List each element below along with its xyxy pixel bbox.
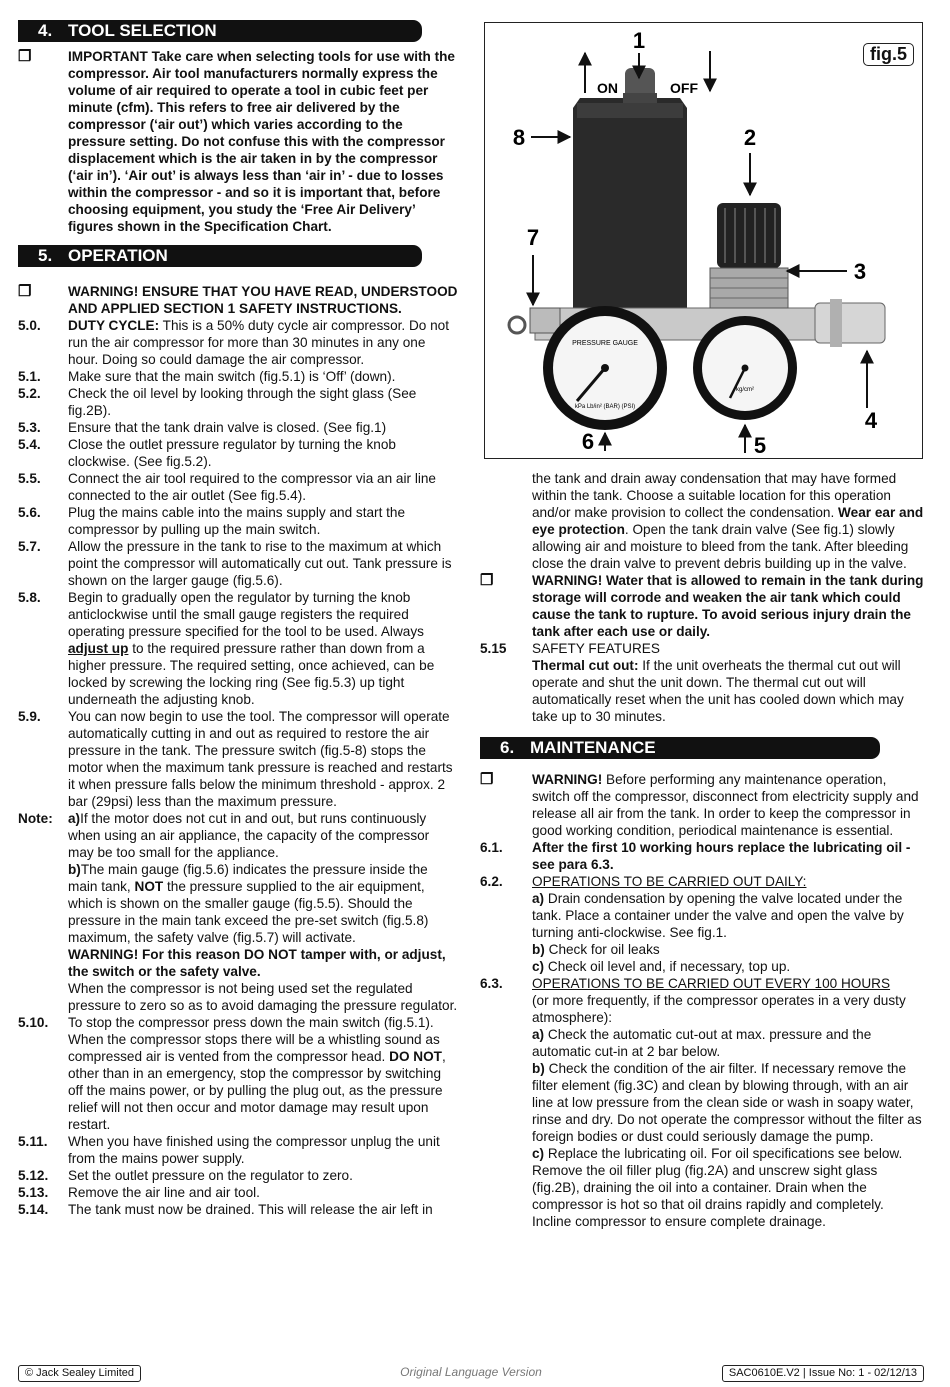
pressure-switch-regulator-illustration — [485, 23, 922, 458]
100-hours-operations-title: OPERATIONS TO BE CARRIED OUT EVERY 100 HOURS — [532, 976, 891, 991]
left-column — [18, 20, 458, 1218]
section-title: OPERATION — [68, 246, 168, 265]
item-5-13 — [18, 1184, 458, 1201]
sub-intro: (or more frequently, if the compressor operates in a very dusty atmosphere): — [532, 993, 906, 1025]
section-title: TOOL SELECTION — [68, 21, 217, 40]
item-5-10 — [18, 1014, 458, 1133]
item-text: Connect the air tool required to the compressor via an air line connected to the air outlet (See fig.5.4). — [68, 471, 436, 503]
item-6-2 — [480, 873, 924, 975]
warning-label: WARNING! — [532, 772, 603, 787]
note-b-text: The main gauge (fig.5.6) indicates the pressure inside the main tank, — [68, 862, 428, 894]
note-b-text-2: the pressure supplied to the air equipment, which is shown on the smaller gauge (fig.5.5). Should the pressure in the main tank exceed the pre-set switch (fig.5.8) maximum, the safety valve (fig.5.7) will activate. — [68, 879, 429, 945]
maintenance-warning — [480, 771, 924, 839]
note-b-key: b) — [68, 862, 81, 877]
item-text: Make sure that the main switch (fig.5.1) is ‘Off’ (down). — [68, 369, 396, 384]
item-5-1 — [18, 368, 458, 385]
checkbox-bullet-icon: ❐ — [480, 771, 494, 788]
operation-warning — [18, 283, 458, 317]
callout-3: 3 — [853, 259, 867, 284]
item-number: 5.4. — [18, 437, 41, 452]
air-outlet-coupler — [815, 303, 885, 343]
storage-warning — [480, 572, 924, 640]
note-label: Note: — [18, 811, 53, 826]
section-number: 5. — [38, 246, 53, 265]
item-text-2: . Open the tank drain valve (See fig.1) slowly allowing air and moisture to bleed from the tank. After bleeding close the drain valve to prevent debris building up in the valve. — [532, 522, 909, 571]
not-emphasis: NOT — [134, 879, 164, 894]
note-warning: WARNING! For this reason DO NOT tamper with, or adjust, the switch or the safety valve. — [68, 947, 446, 979]
item-number: 6.1. — [480, 840, 503, 855]
callout-1: 1 — [632, 28, 646, 53]
section-title: MAINTENANCE — [530, 738, 656, 757]
sub-key: a) — [532, 891, 545, 906]
item-number: 5.12. — [18, 1168, 49, 1183]
off-label: OFF — [670, 80, 698, 96]
item-text-2: , other than in an emergency, stop the compressor by switching off the mains power, or by pulling the plug out, as the pressure relief will not then occur and motor damage may result upon restart. — [68, 1049, 446, 1132]
footer-document-code: SAC0610E.V2 | Issue No: 1 - 02/12/13 — [722, 1365, 924, 1382]
section-4-header — [18, 20, 422, 42]
callout-2: 2 — [743, 125, 757, 150]
item-5-7 — [18, 538, 458, 589]
item-5-5 — [18, 470, 458, 504]
item-number: 6.2. — [480, 874, 503, 889]
item-text: to the required pressure rather than down from a higher pressure. The required setting, once achieved, can be locked by screwing the locking ring (See fig.5.3) up tight underneath the adjusting knob. — [68, 641, 435, 707]
item-number: 6.3. — [480, 976, 503, 991]
do-not-emphasis: DO NOT — [389, 1049, 442, 1064]
checkbox-bullet-icon: ❐ — [18, 283, 32, 300]
sub-text: Check oil level and, if necessary, top up. — [547, 959, 791, 974]
item-number: 5.15 — [480, 641, 507, 656]
item-number: 5.6. — [18, 505, 41, 520]
sub-key: a) — [532, 1027, 545, 1042]
item-number: 5.13. — [18, 1185, 49, 1200]
item-text: You can now begin to use the tool. The compressor will operate automatically cutting in and out as required to restore the air pressure in the tank. The pressure switch (fig.5-8) stops the motor when the maximum tank pressure is reached and restarts it when pressure falls below the minimum threshold - approx. 2 bar (29psi) less than the maximum pressure. — [68, 709, 453, 809]
callout-5: 5 — [753, 433, 767, 458]
item-text: To stop the compressor press down the main switch (fig.5.1). When the compressor stops there will be a whistling sound as compressed air is vented from the compressor head. — [68, 1015, 440, 1064]
item-5-15 — [480, 640, 924, 725]
item-number: 5.11. — [18, 1134, 48, 1149]
item-text: When you have finished using the compressor unplug the unit from the mains power supply. — [68, 1134, 440, 1166]
regulator-knob — [717, 203, 781, 268]
item-number: 5.5. — [18, 471, 41, 486]
section-number: 6. — [500, 738, 515, 757]
section-6-header — [480, 737, 880, 759]
section-number: 4. — [38, 21, 53, 40]
item-5-6 — [18, 504, 458, 538]
item-text: the tank and drain away condensation that may have formed within the tank. Choose a suitable location for this operation and/or make provision to collect the condensation. — [532, 471, 897, 520]
note-after-text: When the compressor is not being used set the regulated pressure to zero so as to avoid damaging the pressure regulator. — [68, 981, 458, 1013]
gauge-units: kPa Lb/in² (BAR) (PSI) — [574, 404, 636, 410]
sub-key: b) — [532, 1061, 545, 1076]
item-5-4 — [18, 436, 458, 470]
note-a-text: If the motor does not cut in and out, but runs continuously when using an air appliance, the capacity of the compressor may be too small for the appliance. — [68, 811, 430, 860]
item-5-0 — [18, 317, 458, 368]
item-number: 5.8. — [18, 590, 41, 605]
callout-4: 4 — [864, 408, 878, 433]
item-text: Set the outlet pressure on the regulator to zero. — [68, 1168, 353, 1183]
item-number: 5.7. — [18, 539, 41, 554]
figure-label: fig.5 — [863, 43, 914, 66]
item-text: Allow the pressure in the tank to rise to the maximum at which point the compressor will automatically cut out. Tank pressure is shown on the larger gauge (fig.5.6). — [68, 539, 452, 588]
item-5-2 — [18, 385, 458, 419]
page-footer — [18, 1364, 924, 1382]
item-5-3 — [18, 419, 458, 436]
item-number: 5.14. — [18, 1202, 49, 1217]
on-label: ON — [597, 80, 618, 96]
right-column — [480, 470, 924, 1230]
warning-text: WARNING! Water that is allowed to remain in the tank during storage will corrode and weaken the air tank which could cause the tank to rupture. To avoid serious injury drain the tank after each use or daily. — [532, 573, 924, 639]
sub-key: c) — [532, 959, 545, 974]
figure-5 — [484, 22, 923, 459]
duty-cycle-label: DUTY CYCLE: — [68, 318, 160, 333]
item-text: After the first 10 working hours replace the lubricating oil - see para 6.3. — [532, 840, 911, 872]
item-number: 5.3. — [18, 420, 41, 435]
item-text: Plug the mains cable into the mains supply and start the compressor by pulling up the main switch. — [68, 505, 406, 537]
item-6-1 — [480, 839, 924, 873]
item-number: 5.9. — [18, 709, 41, 724]
item-number: 5.1. — [18, 369, 41, 384]
item-text: This is a 50% duty cycle air compressor. Do not run the air compressor for more than 30 minutes in any one hour. Doing so could damage the air compressor. — [68, 318, 450, 367]
item-5-9 — [18, 708, 458, 810]
item-number: 5.10. — [18, 1015, 49, 1030]
tool-selection-paragraph — [18, 48, 458, 235]
sub-text: Check for oil leaks — [548, 942, 660, 957]
callout-7: 7 — [526, 225, 540, 250]
tool-selection-text: IMPORTANT Take care when selecting tools for use with the compressor. Air tool manufacturers normally express the volume of air required to operate a tool in cubic feet per minute (cfm). This refers to free air delivered by the compressor (‘air out’) which varies according to the pressure setting. Do not confuse this with the compressor displacement which is the air taken in by the compressor (‘air in’). ‘Air out’ is always less than ‘air in’ - due to losses within the compressor - and so it is important that, before choosing equipment, you study the ‘Free Air Delivery’ figures shown in the Specification Chart. — [68, 49, 455, 234]
item-text: Remove the air line and air tool. — [68, 1185, 260, 1200]
item-text: Begin to gradually open the regulator by turning the knob anticlockwise until the small gauge registers the required operating pressure specified for the tool to be used. Always — [68, 590, 424, 639]
note-a-key: a) — [68, 811, 81, 826]
item-text: Ensure that the tank drain valve is closed. (See fig.1) — [68, 420, 387, 435]
warning-text: Before performing any maintenance operation, switch off the compressor, disconnect from electricity supply and release all air from the tank. In order to keep the compressor in good working condition, periodical maintenance is essential. — [532, 772, 919, 838]
item-text: Close the outlet pressure regulator by turning the knob clockwise. (See fig.5.2). — [68, 437, 396, 469]
checkbox-bullet-icon: ❐ — [480, 572, 494, 589]
section-5-header — [18, 245, 422, 267]
item-number: 5.0. — [18, 318, 41, 333]
footer-language-note: Original Language Version — [400, 1365, 542, 1379]
sub-key: c) — [532, 1146, 545, 1161]
item-text: The tank must now be drained. This will release the air left in — [68, 1202, 433, 1217]
item-5-14-continued — [480, 470, 924, 572]
note — [18, 810, 458, 1014]
daily-operations-title: OPERATIONS TO BE CARRIED OUT DAILY: — [532, 874, 807, 889]
item-text: If the unit overheats the thermal cut out will operate and shut the unit down. The thermal cut out will automatically reset when the unit has cooled down which may take up to 30 minutes. — [532, 658, 904, 724]
gauge-units: kg/cm² — [736, 387, 754, 393]
ear-eye-protection-emphasis: Wear ear and eye protection — [532, 505, 924, 537]
safety-features-title: SAFETY FEATURES — [532, 641, 660, 656]
sub-text: Drain condensation by opening the valve located under the tank. Place a container under the valve and open the valve by turning anti-clockwise. See fig.1. — [532, 891, 904, 940]
callout-6: 6 — [581, 429, 595, 454]
item-text: Check the oil level by looking through the sight glass (See fig.2B). — [68, 386, 417, 418]
pressure-switch-housing — [573, 98, 687, 323]
safety-valve — [530, 308, 560, 333]
adjust-up-emphasis: adjust up — [68, 641, 129, 656]
item-5-14 — [18, 1201, 458, 1218]
sub-key: b) — [532, 942, 545, 957]
item-5-8 — [18, 589, 458, 708]
thermal-cut-out-label: Thermal cut out: — [532, 658, 639, 673]
checkbox-bullet-icon: ❐ — [18, 48, 32, 65]
sub-text: Check the automatic cut-out at max. pressure and the automatic cut-in at 2 bar below. — [532, 1027, 872, 1059]
item-5-11 — [18, 1133, 458, 1167]
callout-8: 8 — [512, 125, 526, 150]
gauge-label: PRESSURE GAUGE — [572, 340, 638, 347]
warning-text: WARNING! ENSURE THAT YOU HAVE READ, UNDERSTOOD AND APPLIED SECTION 1 SAFETY INSTRUCTIONS. — [68, 284, 458, 316]
item-number: 5.2. — [18, 386, 41, 401]
footer-copyright: © Jack Sealey Limited — [18, 1365, 141, 1382]
item-6-3 — [480, 975, 924, 1230]
item-5-12 — [18, 1167, 458, 1184]
sub-text: Replace the lubricating oil. For oil specifications see below. Remove the oil filler plug (fig.2A) and unscrew sight glass (fig.2B), draining the oil into a container. Drain when the compressor is hot so that oil drains rapidly and completely. Incline compressor to ensure complete drainage. — [532, 1146, 903, 1229]
sub-text: Check the condition of the air filter. If necessary remove the filter element (fig.3C) and clean by blowing through, with an air line at low pressure from the clean side or wash in soapy water, rinse and dry. Do not operate the compressor without the filter as foreign bodies or dust could seriously damage the pump. — [532, 1061, 922, 1144]
